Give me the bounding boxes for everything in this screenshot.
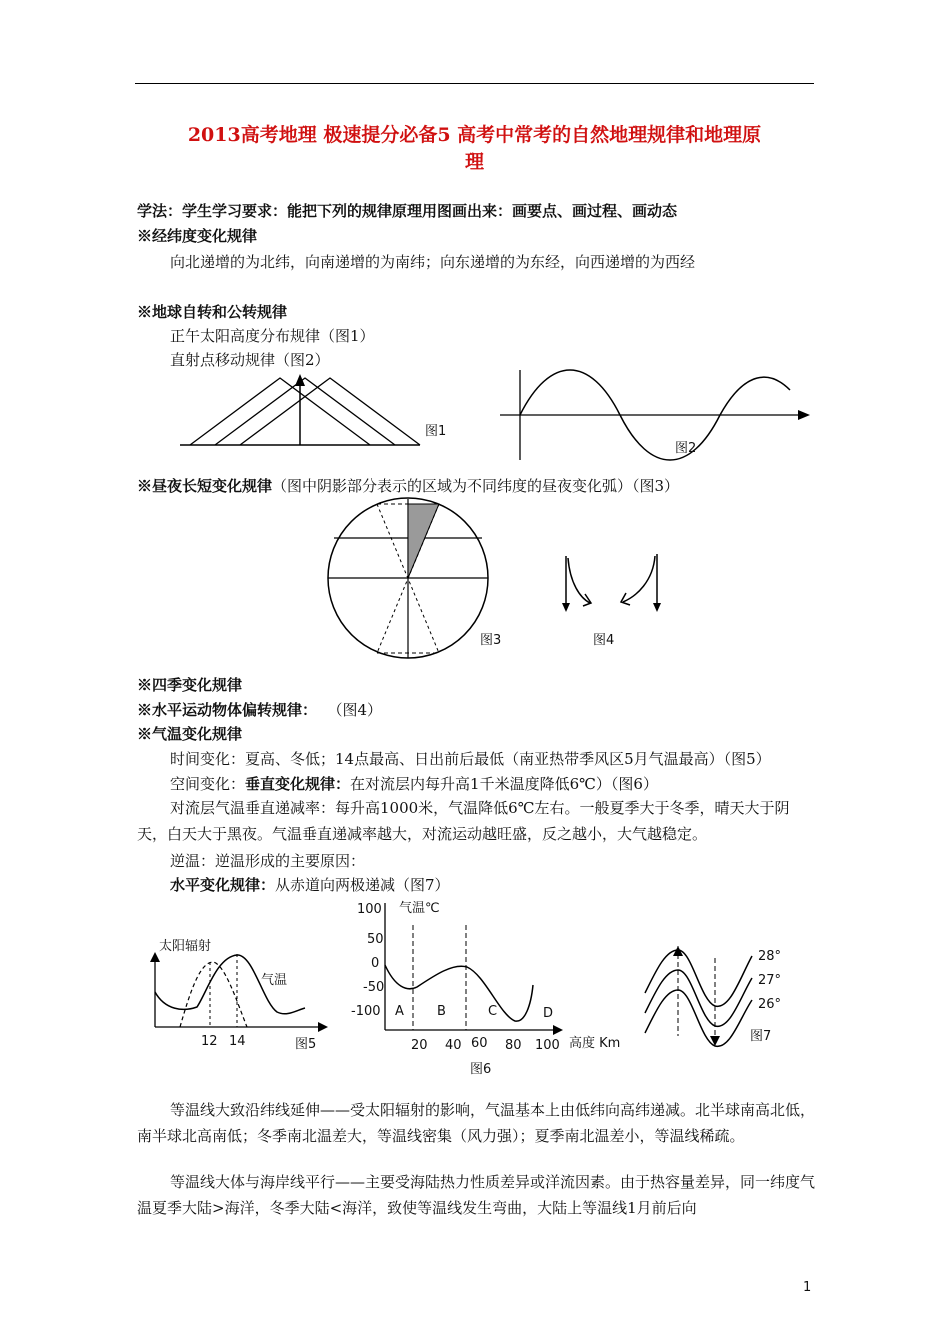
vertical-label: 垂直变化规律：	[245, 775, 351, 793]
fig5-temp-label: 气温	[261, 973, 288, 988]
figure-1	[170, 370, 460, 460]
horizontal-label: 水平变化规律：	[170, 876, 276, 894]
fig4-left-curve-head	[583, 594, 591, 606]
fig5-solar-label: 太阳辐射	[159, 939, 212, 954]
horizontal-line	[170, 874, 450, 896]
fig5-label: 图5	[295, 1037, 317, 1052]
time-change-text: 时间变化：夏高、冬低；14点最高、日出前后最低（南亚热带季风区5月气温最高）（图5）	[170, 750, 771, 768]
noon-sun-text: 正午太阳高度分布规律（图1）	[170, 327, 375, 345]
fig7-isotherm-26	[645, 990, 752, 1046]
heading-rotation: ※地球自转和公转规律	[137, 303, 288, 321]
latlon-text: 向北递增的为北纬，向南递增的为南纬；向东递增的为东经，向西递增的为西经	[170, 253, 696, 271]
figure-6	[345, 895, 635, 1080]
fig7-label: 图7	[750, 1029, 772, 1044]
heading-latlon: ※经纬度变化规律	[137, 227, 258, 245]
fig6-y-label: 气温℃	[399, 901, 440, 916]
vertical-text: 在对流层内每升高1千米温度降低6℃）（图6）	[350, 775, 658, 793]
fig5-tick-14: 14	[229, 1034, 246, 1049]
inversion-text: 逆温：逆温形成的主要原因：	[170, 852, 366, 870]
heading-seasons: ※四季变化规律	[137, 676, 243, 694]
fig6-y-100: 100	[357, 902, 382, 917]
fig4-label: 图4	[593, 633, 615, 648]
title-line-2: 理	[464, 151, 484, 173]
fig6-layer-A: A	[395, 1004, 404, 1019]
fig7-label-27: 27°	[758, 973, 782, 988]
study-requirement: 学法：学生学习要求：能把下列的规律原理用图画出来：画要点、画过程、画动态	[137, 202, 678, 220]
fig1-label: 图1	[425, 424, 447, 439]
fig7-isotherm-28	[645, 950, 752, 1006]
fig5-tick-12: 12	[201, 1034, 218, 1049]
fig1-triangle-2	[215, 378, 395, 445]
heading-temperature: ※气温变化规律	[137, 725, 243, 743]
fig3-label: 图3	[480, 633, 502, 648]
fig6-x-80: 80	[505, 1038, 522, 1053]
fig7-isotherm-27	[645, 970, 752, 1026]
fig6-x-60: 60	[471, 1036, 488, 1051]
fig7-label-26: 26°	[758, 997, 782, 1012]
fig6-y-0: 0	[371, 956, 380, 971]
isotherm-paragraph-1: 等温线大致沿纬线延伸——受太阳辐射的影响，气温基本上由低纬向高纬递减。北半球南高北低，南半球北高南低；冬季南北温差大，等温线密集（风力强）；夏季南北温差小，等温线稀疏。	[137, 1101, 816, 1145]
fig6-x-label: 高度 Km	[569, 1036, 621, 1051]
fig4-right-straight-head	[653, 603, 661, 612]
deflect-fig: （图4）	[335, 701, 383, 719]
fig6-y-m100: -100	[351, 1004, 381, 1019]
page-number: 1	[803, 1280, 812, 1295]
heading-deflect: ※水平运动物体偏转规律：	[137, 701, 318, 719]
horizontal-text: 从赤道向两极递减（图7）	[275, 876, 450, 894]
page-title	[135, 122, 814, 176]
heading-daynight: ※昼夜长短变化规律	[137, 477, 273, 495]
header-rule	[135, 83, 814, 84]
direct-point-text: 直射点移动规律（图2）	[170, 351, 330, 369]
figure-5	[145, 932, 335, 1057]
fig6-layer-B: B	[437, 1004, 446, 1019]
isotherm-paragraph-2: 等温线大体与海岸线平行——主要受海陆热力性质差异或洋流因素。由于热容量差异，同一纬度气温夏季大陆>海洋，冬季大陆<海洋，致使等温线发生弯曲，大陆上等温线1月前后向	[137, 1173, 816, 1217]
fig2-label: 图2	[675, 441, 697, 456]
deflect-line	[137, 699, 382, 721]
fig6-x-arrow	[553, 1025, 563, 1035]
fig4-left-straight-head	[562, 603, 570, 612]
figure-3	[322, 498, 502, 663]
figure-4	[555, 548, 675, 648]
daynight-note: （图中阴影部分表示的区域为不同纬度的昼夜变化弧）（图3）	[272, 477, 680, 495]
daynight-line	[137, 475, 679, 497]
fig6-x-40: 40	[445, 1038, 462, 1053]
fig6-x-20: 20	[411, 1038, 428, 1053]
fig5-x-arrow	[318, 1022, 328, 1032]
fig6-x-100: 100	[535, 1038, 560, 1053]
fig6-temperature-curve	[385, 965, 533, 1021]
fig6-layer-D: D	[543, 1006, 554, 1021]
fig6-layer-C: C	[488, 1004, 498, 1019]
lapse-rate-paragraph: 对流层气温垂直递减率：每升高1000米，气温降低6℃左右。一般夏季大于冬季，晴天大于阴天，白天大于黑夜。气温垂直递减率越大，对流运动越旺盛，反之越小，大气越稳定。	[137, 799, 790, 843]
fig5-solar-curve	[180, 962, 247, 1027]
figure-7	[640, 938, 815, 1053]
fig6-y-m50: -50	[363, 980, 385, 995]
space-prefix: 空间变化：	[170, 775, 246, 793]
fig7-label-28: 28°	[758, 949, 782, 964]
figure-2	[495, 370, 815, 465]
space-change-line	[170, 773, 658, 795]
fig6-label: 图6	[470, 1062, 492, 1077]
fig2-x-arrow	[798, 410, 810, 420]
fig6-y-50: 50	[367, 932, 384, 947]
fig4-right-curve	[623, 556, 655, 602]
title-line-1: 2013高考地理 极速提分必备5 高考中常考的自然地理规律和地理原	[187, 124, 762, 146]
